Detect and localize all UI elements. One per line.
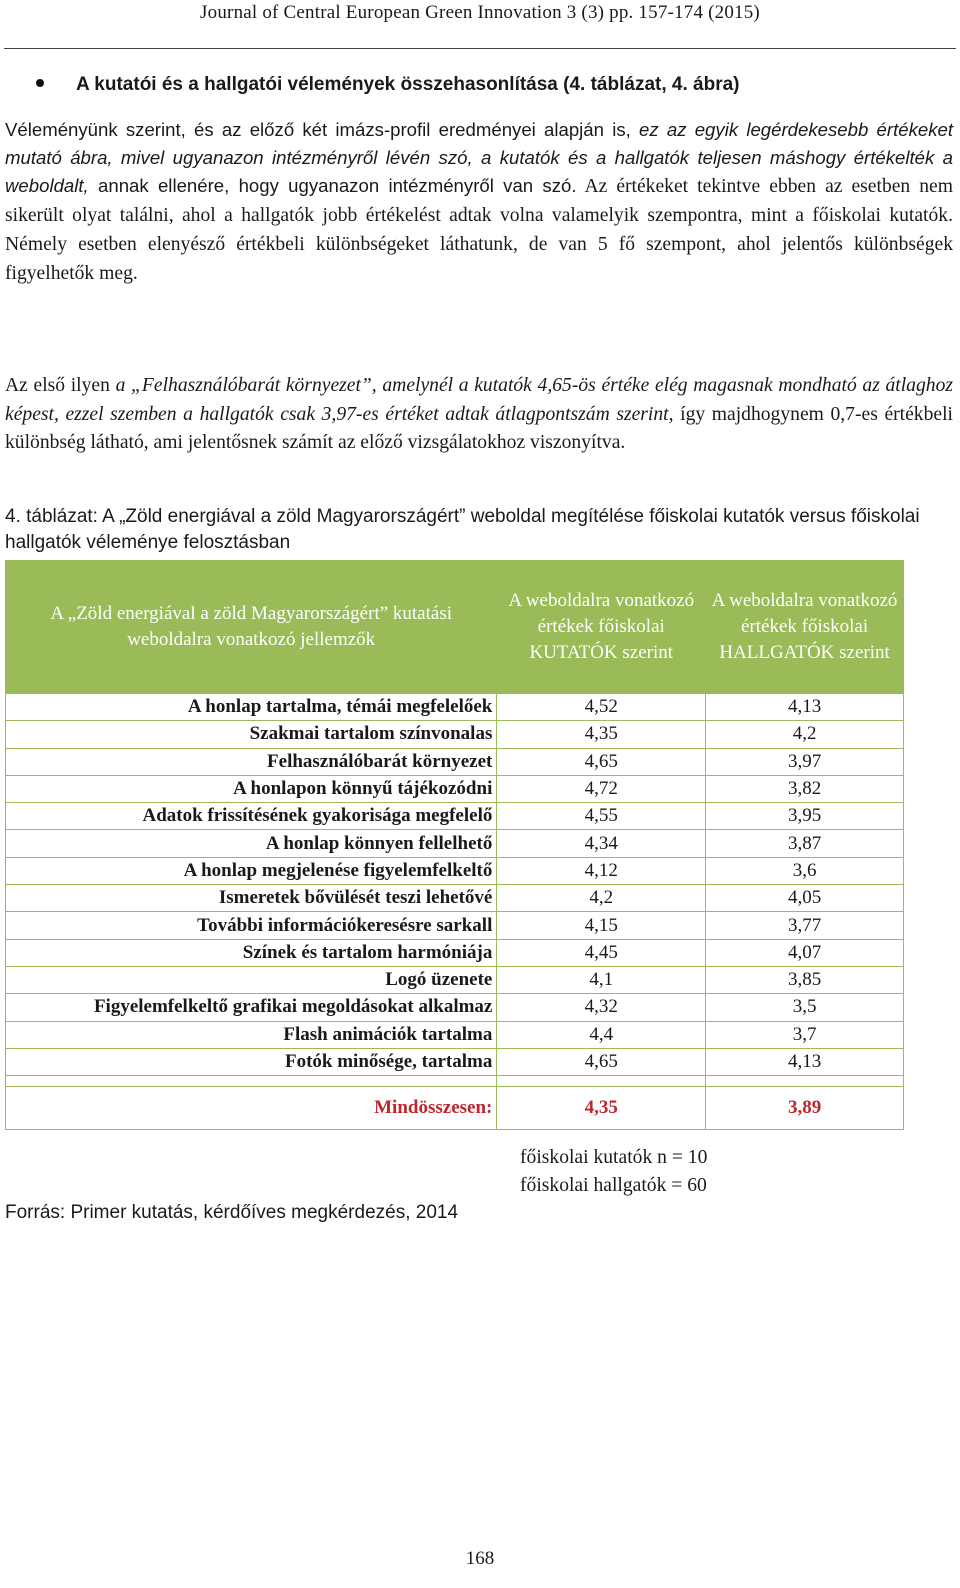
table-row — [6, 830, 904, 857]
researchers-value: 4,45 — [497, 939, 706, 966]
row-label: Fotók minősége, tartalma — [6, 1048, 497, 1075]
para1-part3: annak ellenére, hogy ugyanazon intézményről van szó. — [88, 175, 577, 196]
paragraph-2 — [5, 372, 953, 458]
students-value: 4,2 — [706, 721, 904, 748]
header-students: A weboldalra vonatkozó értékek főiskolai HALLGATÓK szerint — [706, 561, 904, 694]
table-row — [6, 966, 904, 993]
researchers-value: 4,4 — [497, 1021, 706, 1048]
researchers-value: 4,65 — [497, 748, 706, 775]
row-label: A honlapon könnyű tájékozódni — [6, 775, 497, 802]
row-label: Színek és tartalom harmóniája — [6, 939, 497, 966]
table-spacer-row — [6, 1076, 904, 1087]
researchers-value: 4,65 — [497, 1048, 706, 1075]
row-label: A honlap könnyen fellelhető — [6, 830, 497, 857]
table-row — [6, 939, 904, 966]
row-label: Logó üzenete — [6, 966, 497, 993]
students-value: 3,87 — [706, 830, 904, 857]
journal-header: Journal of Central European Green Innovation 3 (3) pp. 157-174 (2015) — [200, 2, 760, 23]
table-row — [6, 803, 904, 830]
researchers-value: 4,55 — [497, 803, 706, 830]
students-value: 3,7 — [706, 1021, 904, 1048]
header-feature: A „Zöld energiával a zöld Magyarországért” kutatási weboldalra vonatkozó jellemzők — [6, 561, 497, 694]
researchers-value: 4,34 — [497, 830, 706, 857]
header-researchers: A weboldalra vonatkozó értékek főiskolai KUTATÓK szerint — [497, 561, 706, 694]
table-row — [6, 694, 904, 721]
researchers-value: 4,15 — [497, 912, 706, 939]
researchers-value: 4,32 — [497, 994, 706, 1021]
paragraph-1 — [5, 116, 953, 288]
table-row — [6, 1021, 904, 1048]
researchers-value: 4,2 — [497, 885, 706, 912]
table-row — [6, 994, 904, 1021]
results-table — [5, 560, 904, 1130]
para2-italic: a „Felhasználóbarát környezet”, amelynél a kutatók 4,65-ös értéke elég magasnak mondható az átlaghoz képest, ezzel szemben a hallgatók csak 3,97-es értéket adtak átlagpontszám szerint, — [5, 375, 953, 425]
para1-italic: ez az egyik legérdekesebb értékeket mutató ábra, mivel ugyanazon intézményről lévén szó, a kutatók és a hallgatók teljesen máshogy értékelték a weboldalt, — [5, 119, 954, 196]
researchers-value: 4,52 — [497, 694, 706, 721]
students-value: 3,5 — [706, 994, 904, 1021]
researchers-value: 4,12 — [497, 857, 706, 884]
total-row — [6, 1087, 904, 1130]
researchers-sample-size: főiskolai kutatók n = 10 — [520, 1147, 708, 1168]
bullet-icon — [36, 79, 44, 87]
students-value: 3,77 — [706, 912, 904, 939]
researchers-value: 4,72 — [497, 775, 706, 802]
table-row — [6, 721, 904, 748]
researchers-value: 4,35 — [497, 721, 706, 748]
students-value: 3,85 — [706, 966, 904, 993]
row-label: Figyelemfelkeltő grafikai megoldásokat alkalmaz — [6, 994, 497, 1021]
researchers-value: 4,1 — [497, 966, 706, 993]
students-value: 4,05 — [706, 885, 904, 912]
row-label: Adatok frissítésének gyakorisága megfelelő — [6, 803, 497, 830]
students-value: 4,13 — [706, 694, 904, 721]
students-sample-size: főiskolai hallgatók = 60 — [520, 1175, 707, 1196]
table-row — [6, 775, 904, 802]
page-number: 168 — [465, 1548, 495, 1569]
students-value: 3,97 — [706, 748, 904, 775]
para2-part3: így majdhogynem 0,7-es értékbeli különbség látható, ami jelentősnek számít az előző vizsgálatokhoz viszonyítva. — [5, 403, 953, 453]
table-row — [6, 912, 904, 939]
row-label: További információkeresésre sarkall — [6, 912, 497, 939]
row-label: A honlap tartalma, témái megfelelőek — [6, 694, 497, 721]
sample-notes — [520, 1144, 707, 1200]
table-caption: 4. táblázat: A „Zöld energiával a zöld Magyarországért” weboldal megítélése főiskolai kutatók versus főiskolai hallgatók véleménye felosztásban — [5, 506, 920, 553]
table-row — [6, 857, 904, 884]
row-label: Ismeretek bővülését teszi lehetővé — [6, 885, 497, 912]
row-label: Flash animációk tartalma — [6, 1021, 497, 1048]
students-value: 4,13 — [706, 1048, 904, 1075]
para2-part1: Az első ilyen — [5, 375, 116, 396]
total-label: Mindösszesen: — [6, 1087, 497, 1130]
total-researchers: 4,35 — [497, 1087, 706, 1130]
row-label: Szakmai tartalom színvonalas — [6, 721, 497, 748]
students-value: 3,6 — [706, 857, 904, 884]
para1-part1: Véleményünk szerint, és az előző két imázs-profil eredményei alapján is, — [5, 119, 640, 140]
row-label: A honlap megjelenése figyelemfelkeltő — [6, 857, 497, 884]
table-row — [6, 748, 904, 775]
section-bullet — [36, 74, 740, 96]
para1-part4: Az értékeket tekintve ebben az esetben nem sikerült olyat találni, ahol a hallgatók jobb értékelést adtak volna valamelyik szempontra, mint a főiskolai kutatók. Némely esetben elenyésző értékbeli különbségeket láthatunk, de van 5 fő szempont, ahol jelentős különbségek figyelhetők meg. — [5, 176, 953, 284]
students-value: 3,95 — [706, 803, 904, 830]
header-rule — [4, 48, 956, 49]
row-label: Felhasználóbarát környezet — [6, 748, 497, 775]
bullet-text: A kutatói és a hallgatói vélemények összehasonlítása (4. táblázat, 4. ábra) — [76, 74, 740, 95]
total-students: 3,89 — [706, 1087, 904, 1130]
students-value: 3,82 — [706, 775, 904, 802]
table-row — [6, 1048, 904, 1075]
source-note: Forrás: Primer kutatás, kérdőíves megkérdezés, 2014 — [5, 1202, 459, 1223]
table-row — [6, 885, 904, 912]
students-value: 4,07 — [706, 939, 904, 966]
